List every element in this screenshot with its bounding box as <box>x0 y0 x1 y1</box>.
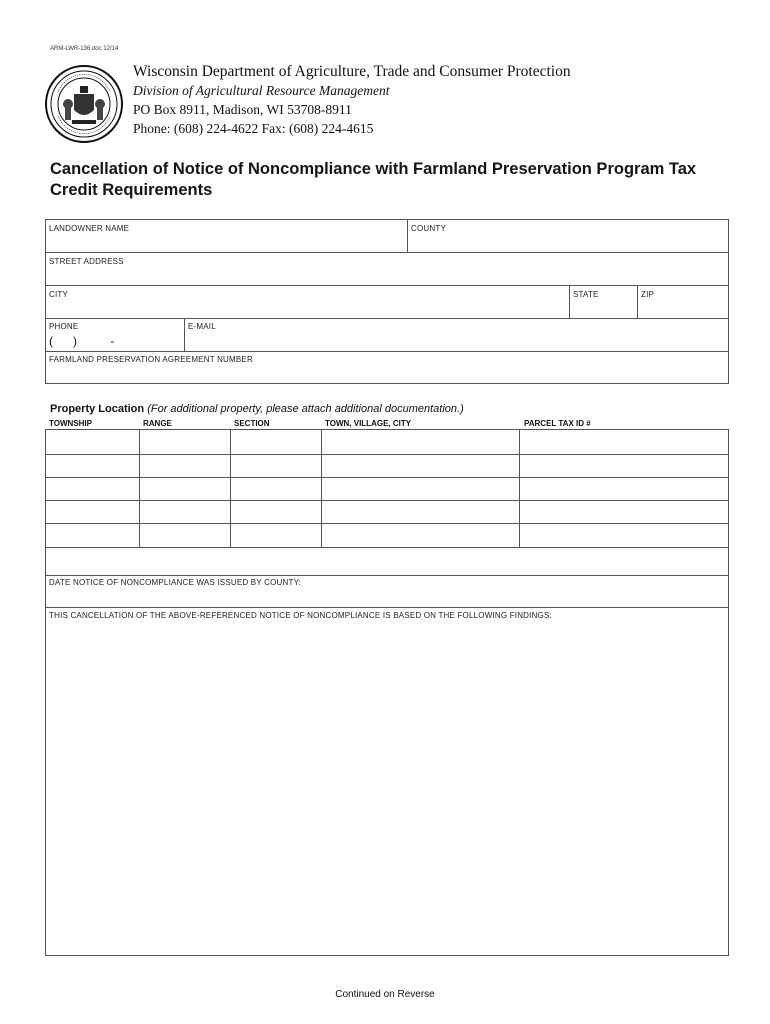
table-row[interactable] <box>46 430 728 454</box>
agency-header <box>133 62 571 138</box>
landowner-name-field[interactable]: LANDOWNER NAME <box>49 224 130 233</box>
findings-field[interactable]: THIS CANCELLATION OF THE ABOVE-REFERENCED NOTICE OF NONCOMPLIANCE IS BASED ON THE FOLLOWING FINDINGS: <box>49 611 552 620</box>
county-field[interactable]: COUNTY <box>411 224 446 233</box>
city-field[interactable]: CITY <box>49 290 69 299</box>
table-row[interactable] <box>46 524 728 547</box>
property-location-note: (For additional property, please attach additional documentation.) <box>147 403 464 415</box>
state-seal-logo <box>44 64 124 144</box>
property-location-heading <box>50 403 464 415</box>
col-town-village-city: TOWN, VILLAGE, CITY <box>325 419 412 428</box>
form-title: Cancellation of Notice of Noncompliance with Farmland Preservation Program Tax Credit Requirements <box>50 160 697 199</box>
col-township: TOWNSHIP <box>49 419 92 428</box>
col-range: RANGE <box>143 419 172 428</box>
agreement-number-field[interactable]: FARMLAND PRESERVATION AGREEMENT NUMBER <box>49 355 253 364</box>
form-code: ARM-LWR-136.doc 12/14 <box>50 46 119 52</box>
table-row[interactable] <box>46 478 728 500</box>
division-name: Division of Agricultural Resource Management <box>133 83 390 98</box>
continued-on-reverse: Continued on Reverse <box>335 989 435 1000</box>
property-location-label: Property Location <box>50 403 145 415</box>
col-parcel-tax-id: PARCEL TAX ID # <box>524 419 591 428</box>
zip-field[interactable]: ZIP <box>641 290 655 299</box>
email-field[interactable]: E-MAIL <box>188 322 216 331</box>
agency-phone-fax: Phone: (608) 224-4622 Fax: (608) 224-4615 <box>133 121 374 136</box>
street-address-field[interactable]: STREET ADDRESS <box>49 257 124 266</box>
state-field[interactable]: STATE <box>573 290 599 299</box>
agency-name: Wisconsin Department of Agriculture, Trade and Consumer Protection <box>133 63 571 80</box>
date-issued-field[interactable]: DATE NOTICE OF NONCOMPLIANCE WAS ISSUED BY COUNTY: <box>49 578 302 587</box>
table-row[interactable] <box>46 501 728 523</box>
table-row[interactable] <box>46 455 728 477</box>
agency-address: PO Box 8911, Madison, WI 53708-8911 <box>133 102 352 117</box>
phone-format: ( ) - <box>49 334 115 348</box>
phone-field[interactable]: PHONE <box>49 322 79 331</box>
col-section: SECTION <box>234 419 270 428</box>
